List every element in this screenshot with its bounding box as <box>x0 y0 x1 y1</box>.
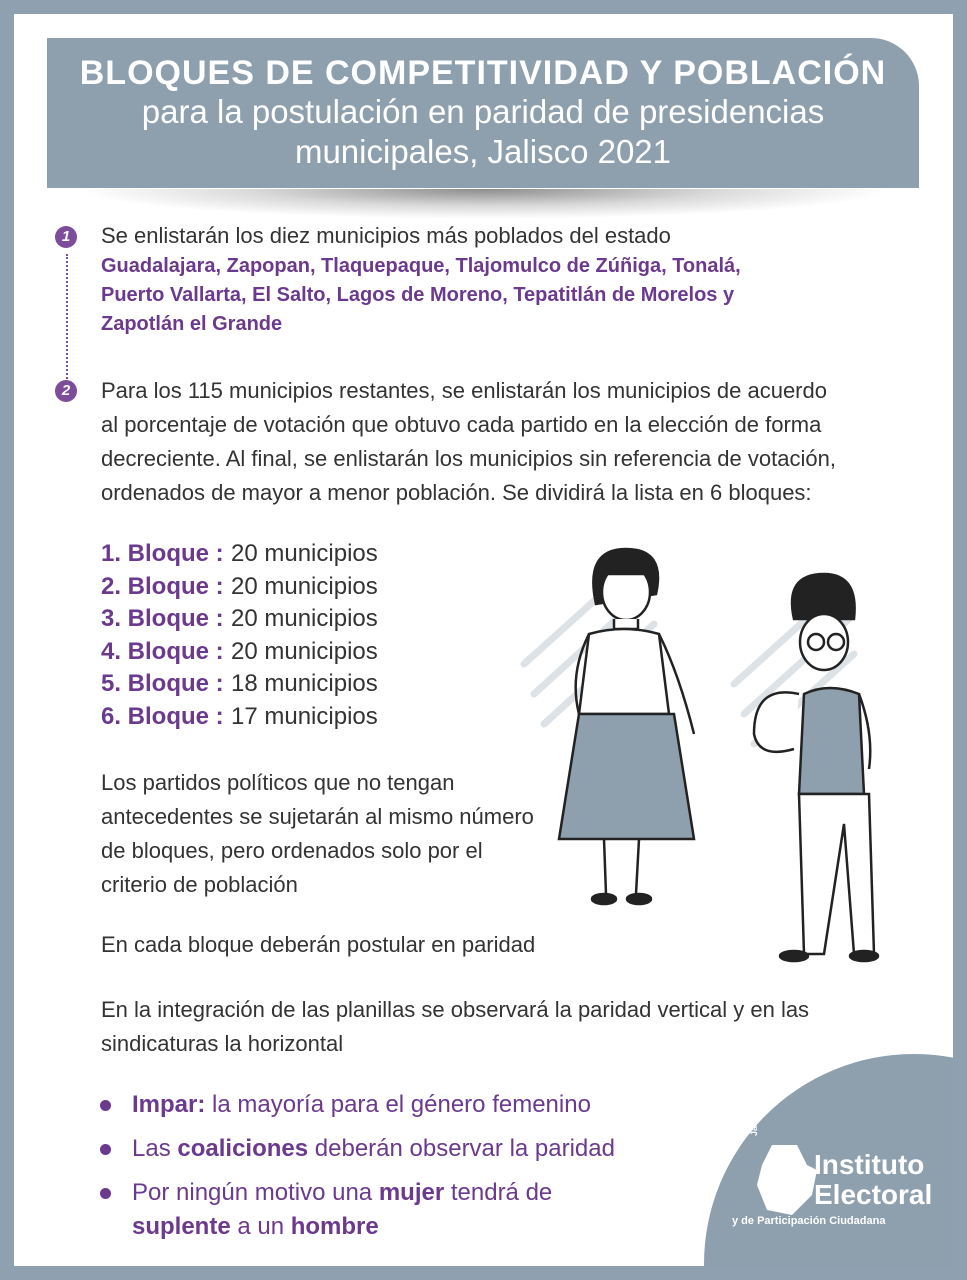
step-1-intro: Se enlistarán los diez municipios más poblados del estado <box>101 223 671 248</box>
bullet-odd-bold: Impar: <box>132 1091 206 1118</box>
logo-line2: Electoral <box>814 1179 933 1210</box>
block-label: 1. Bloque : <box>101 540 224 567</box>
parties-note <box>101 766 534 902</box>
parties-note-line2: antecedentes se sujetarán al mismo número <box>101 804 534 829</box>
bullet-substitute-pre: Por ningún motivo una <box>132 1179 379 1206</box>
block-value: 20 municipios <box>231 540 378 567</box>
bullet-coalitions <box>132 1132 615 1166</box>
integration-note <box>101 993 809 1061</box>
step-2-line3: decreciente. Al final, se enlistarán los municipios sin referencia de votación, <box>101 446 836 471</box>
people-illustration <box>504 524 884 964</box>
parties-note-line1: Los partidos políticos que no tengan <box>101 770 455 795</box>
page-subtitle: para la postulación en paridad de presidencias municipales, Jalisco 2021 <box>141 93 825 170</box>
block-value: 20 municipios <box>231 638 378 665</box>
bullet-odd-rest: la mayoría para el género femenino <box>205 1091 591 1118</box>
bullet-substitute-mid2: a un <box>230 1213 291 1240</box>
bullet-dot <box>100 1188 111 1199</box>
logo-line1: Instituto <box>814 1149 925 1180</box>
bullet-substitute-bold3: hombre <box>290 1213 379 1240</box>
parties-note-line4: criterio de población <box>101 872 298 897</box>
logo-line3: y de Participación Ciudadana <box>732 1215 886 1227</box>
step-2-text <box>101 374 836 510</box>
block-row <box>101 538 378 570</box>
step-2-badge: 2 <box>55 380 77 402</box>
bullet-dot <box>100 1100 111 1111</box>
bullet-odd <box>132 1088 591 1122</box>
bullet-substitute <box>132 1176 552 1244</box>
block-row <box>101 636 378 668</box>
block-label: 2. Bloque : <box>101 573 224 600</box>
step-1-municipios-line2: Puerto Vallarta, El Salto, Lagos de Moreno, Tepatitlán de Morelos y <box>101 284 735 306</box>
bullet-coalitions-pre: Las <box>132 1135 178 1162</box>
step-1-text <box>101 220 741 339</box>
integration-note-line2: sindicaturas la horizontal <box>101 1031 344 1056</box>
bullet-substitute-bold2: suplente <box>132 1213 231 1240</box>
step-1-badge: 1 <box>55 226 77 248</box>
block-label: 6. Bloque : <box>101 703 224 730</box>
bullet-dot <box>100 1144 111 1155</box>
header-banner <box>47 38 919 188</box>
header-shadow <box>74 189 894 219</box>
bullet-coalitions-bold: coaliciones <box>177 1135 309 1162</box>
block-row <box>101 668 378 700</box>
infographic-card <box>14 14 953 1266</box>
step-2-line1: Para los 115 municipios restantes, se enlistarán los municipios de acuerdo <box>101 378 827 403</box>
block-label: 3. Bloque : <box>101 605 224 632</box>
block-label: 5. Bloque : <box>101 670 224 697</box>
integration-note-line1: En la integración de las planillas se observará la paridad vertical y en las <box>101 997 810 1022</box>
step-2-line2: al porcentaje de votación que obtuvo cada partido en la elección de forma <box>101 412 822 437</box>
block-row <box>101 603 378 635</box>
jalisco-map-icon <box>752 1140 822 1220</box>
block-label: 4. Bloque : <box>101 638 224 665</box>
parity-note: En cada bloque deberán postular en paridad <box>101 932 536 957</box>
bullet-substitute-bold1: mujer <box>378 1179 445 1206</box>
block-row <box>101 701 378 733</box>
block-value: 17 municipios <box>231 703 378 730</box>
bullet-coalitions-rest: deberán observar la paridad <box>308 1135 615 1162</box>
step-1-municipios-line1: Guadalajara, Zapopan, Tlaquepaque, Tlajomulco de Zúñiga, Tonalá, <box>101 255 741 277</box>
block-value: 20 municipios <box>231 605 378 632</box>
block-row <box>101 571 378 603</box>
step-connector <box>66 254 68 394</box>
woman-figure <box>559 549 694 904</box>
logo-state: Jalisco <box>749 1105 759 1136</box>
page-title: BLOQUES DE COMPETITIVIDAD Y POBLACIÓN <box>79 54 887 92</box>
bullet-substitute-mid: tendrá de <box>444 1179 553 1206</box>
block-value: 18 municipios <box>231 670 378 697</box>
step-1-municipios-line3: Zapotlán el Grande <box>101 313 283 335</box>
step-2-line4: ordenados de mayor a menor población. Se dividirá la lista en 6 bloques: <box>101 480 812 505</box>
block-value: 20 municipios <box>231 573 378 600</box>
man-figure <box>754 574 878 961</box>
parties-note-line3: de bloques, pero ordenados solo por el <box>101 838 483 863</box>
